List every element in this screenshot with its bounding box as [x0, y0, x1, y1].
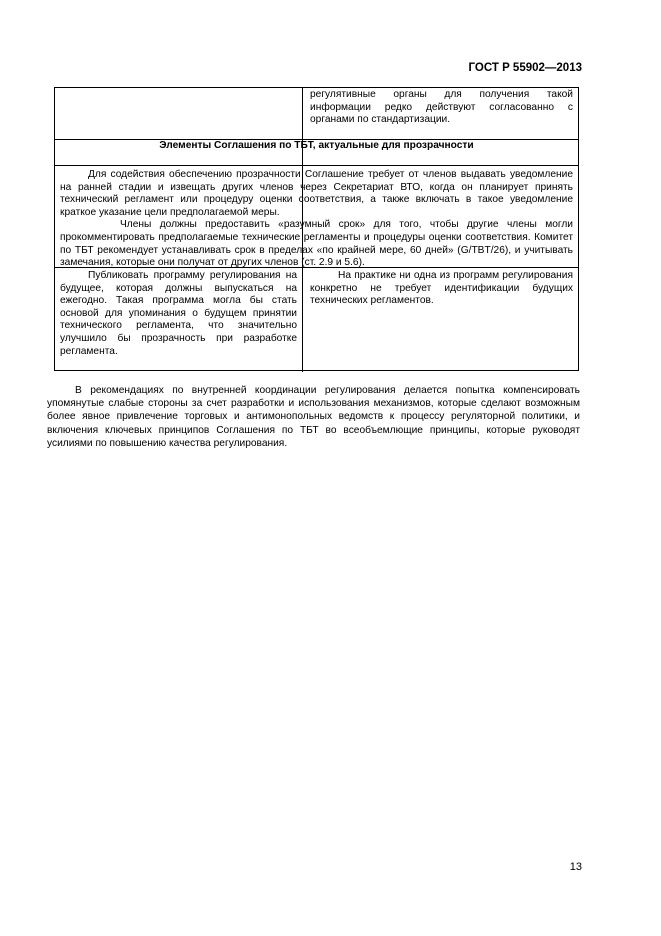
body-paragraph: В рекомендациях по внутренней координации регулирования делается попытка компенсировать упомянутые слабые стороны за счет разработки и использования механизмов, которые сделают возможным более явное привлечение торговых и антимонопольных ведомств к процессу регуляторной политики, и включения ключевых принципов Соглашения по ТБТ во всеобъемлющие принципы, которые руководят усилиями по повышению качества регулирования.: [47, 385, 580, 449]
cell-paragraph: Для содействия обеспечению прозрачности Соглашение требует от членов выдавать уведомление на ранней стадии и извещать других членов через Секретариат ВТО, когда он планирует принять технический регламент или процедуру оценки соответствия, а также включать в такое уведомление краткое указание цели предполагаемой меры.: [60, 169, 573, 218]
page-number: 13: [569, 861, 582, 873]
document-code: ГОСТ Р 55902—2013: [468, 62, 582, 74]
transparency-table: [54, 87, 579, 371]
cell-text: На практике ни одна из программ регулирования конкретно не требует идентификации будущих технических регламентов.: [310, 270, 573, 307]
cell-text: регулятивные органы для получения такой информации редко действуют согласованно с органами по стандартизации.: [310, 89, 573, 126]
table-subheading: Элементы Соглашения по ТБТ, актуальные для прозрачности: [159, 140, 474, 151]
table-row-divider: [55, 165, 578, 166]
table-cell-regulatory-program: [60, 270, 297, 358]
table-cell-regulators-note: [310, 89, 573, 127]
cell-paragraph: Члены должны предоставить «разумный срок» для того, чтобы другие члены могли прокомментировать предполагаемые технические регламенты и процедуры оценки соответствия. Комитет по ТБТ рекомендует устанавливать срок в пределах «по крайней мере, 60 дней» (G/TBT/26), и учитывать замечания, которые они получат от других членов (ст. 2.9 и 5.6).: [60, 219, 573, 269]
cell-text: Публиковать программу регулирования на будущее, которая должны выпускаться на ежегодно. Такая программа могла бы стать основой для упоминания о будущем принятии технического регламента, что значительно улучшило бы прозрачность при разработке регламента.: [60, 270, 297, 357]
table-cell-practice: [310, 270, 573, 308]
table-cell-tbt-requirements: [60, 169, 573, 270]
